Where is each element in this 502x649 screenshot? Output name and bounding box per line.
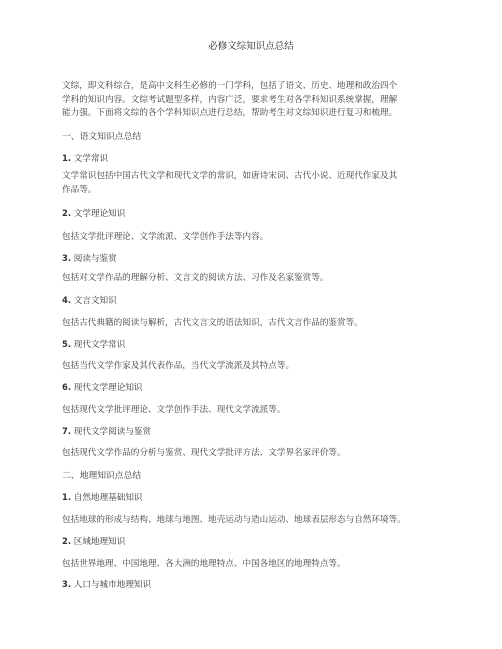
subheading-text: 现代文学理论知识 bbox=[73, 383, 143, 393]
subheading-number: 1. bbox=[62, 492, 72, 502]
section-heading-chinese: 一、语文知识点总结 bbox=[62, 132, 142, 142]
subheading-text: 文言文知识 bbox=[73, 296, 117, 306]
subheading-text: 人口与城市地理知识 bbox=[73, 580, 152, 590]
subheading bbox=[62, 152, 108, 164]
subheading bbox=[62, 491, 143, 503]
body-line: 作品等。 bbox=[62, 184, 97, 195]
item-body: 包括当代文学作家及其代表作品，当代文学流派及其特点等。 bbox=[62, 361, 295, 371]
item-body: 包括古代典籍的阅读与解析，古代文言文的语法知识，古代文言作品的鉴赏等。 bbox=[62, 318, 363, 328]
subheading-text: 现代文学常识 bbox=[73, 340, 126, 350]
item-body bbox=[62, 170, 442, 197]
subheading bbox=[62, 294, 117, 306]
subheading bbox=[62, 535, 125, 547]
item-body: 包括现代文学作品的分析与鉴赏、现代文学批评方法、文学界名家评价等。 bbox=[62, 448, 346, 458]
item-body: 包括现代文学批评理论、文学创作手法、现代文学流派等。 bbox=[62, 405, 286, 415]
subheading-number: 3. bbox=[62, 579, 72, 589]
document-title: 必修文综知识点总结 bbox=[208, 41, 294, 52]
subheading bbox=[62, 252, 117, 264]
subheading-number: 4. bbox=[62, 295, 72, 305]
subheading-text: 自然地理基础知识 bbox=[73, 493, 143, 503]
item-body: 包括世界地理、中国地理、各大洲的地理特点、中国各地区的地理特点等。 bbox=[62, 559, 346, 569]
body-line: 文学常识包括中国古代文学和现代文学的常识，如唐诗宋词、古代小说、近现代作家及其 bbox=[62, 171, 398, 181]
subheading bbox=[62, 381, 143, 393]
subheading-number: 1. bbox=[62, 153, 72, 163]
subheading-number: 6. bbox=[62, 382, 72, 392]
subheading-number: 7. bbox=[62, 426, 72, 436]
subheading-text: 现代文学阅读与鉴赏 bbox=[73, 427, 152, 437]
subheading-text: 区域地理知识 bbox=[73, 537, 126, 547]
subheading-number: 2. bbox=[62, 536, 72, 546]
intro-paragraph bbox=[62, 80, 442, 121]
subheading-text: 阅读与鉴赏 bbox=[73, 254, 117, 264]
subheading-text: 文学理论知识 bbox=[73, 209, 126, 219]
subheading bbox=[62, 578, 151, 590]
subheading bbox=[62, 207, 125, 219]
section-heading-geography: 二、地理知识点总结 bbox=[62, 471, 142, 481]
item-body: 包括对文学作品的理解分析、文言文的阅读方法、习作及名家鉴赏等。 bbox=[62, 273, 329, 283]
subheading-number: 3. bbox=[62, 253, 72, 263]
subheading-text: 文学常识 bbox=[73, 154, 109, 164]
intro-line: 能力强。下面将文综的各个学科知识点进行总结，帮助考生对文综知识进行复习和梳理。 bbox=[62, 108, 398, 118]
subheading-number: 5. bbox=[62, 339, 72, 349]
subheading bbox=[62, 338, 125, 350]
intro-line: 文综，即文科综合，是高中文科生必修的一门学科，包括了语文、历史、地理和政治四个 bbox=[62, 81, 398, 91]
subheading bbox=[62, 425, 151, 437]
item-body: 包括地球的形成与结构、地球与地图、地壳运动与造山运动、地球表层形态与自然环境等。 bbox=[62, 515, 406, 525]
item-body: 包括文学批评理论、文学流派、文学创作手法等内容。 bbox=[62, 232, 269, 242]
subheading-number: 2. bbox=[62, 208, 72, 218]
intro-line: 学科的知识内容。文综考试题型多样，内容广泛，要求考生对各学科知识系统掌握，理解 bbox=[62, 94, 398, 105]
